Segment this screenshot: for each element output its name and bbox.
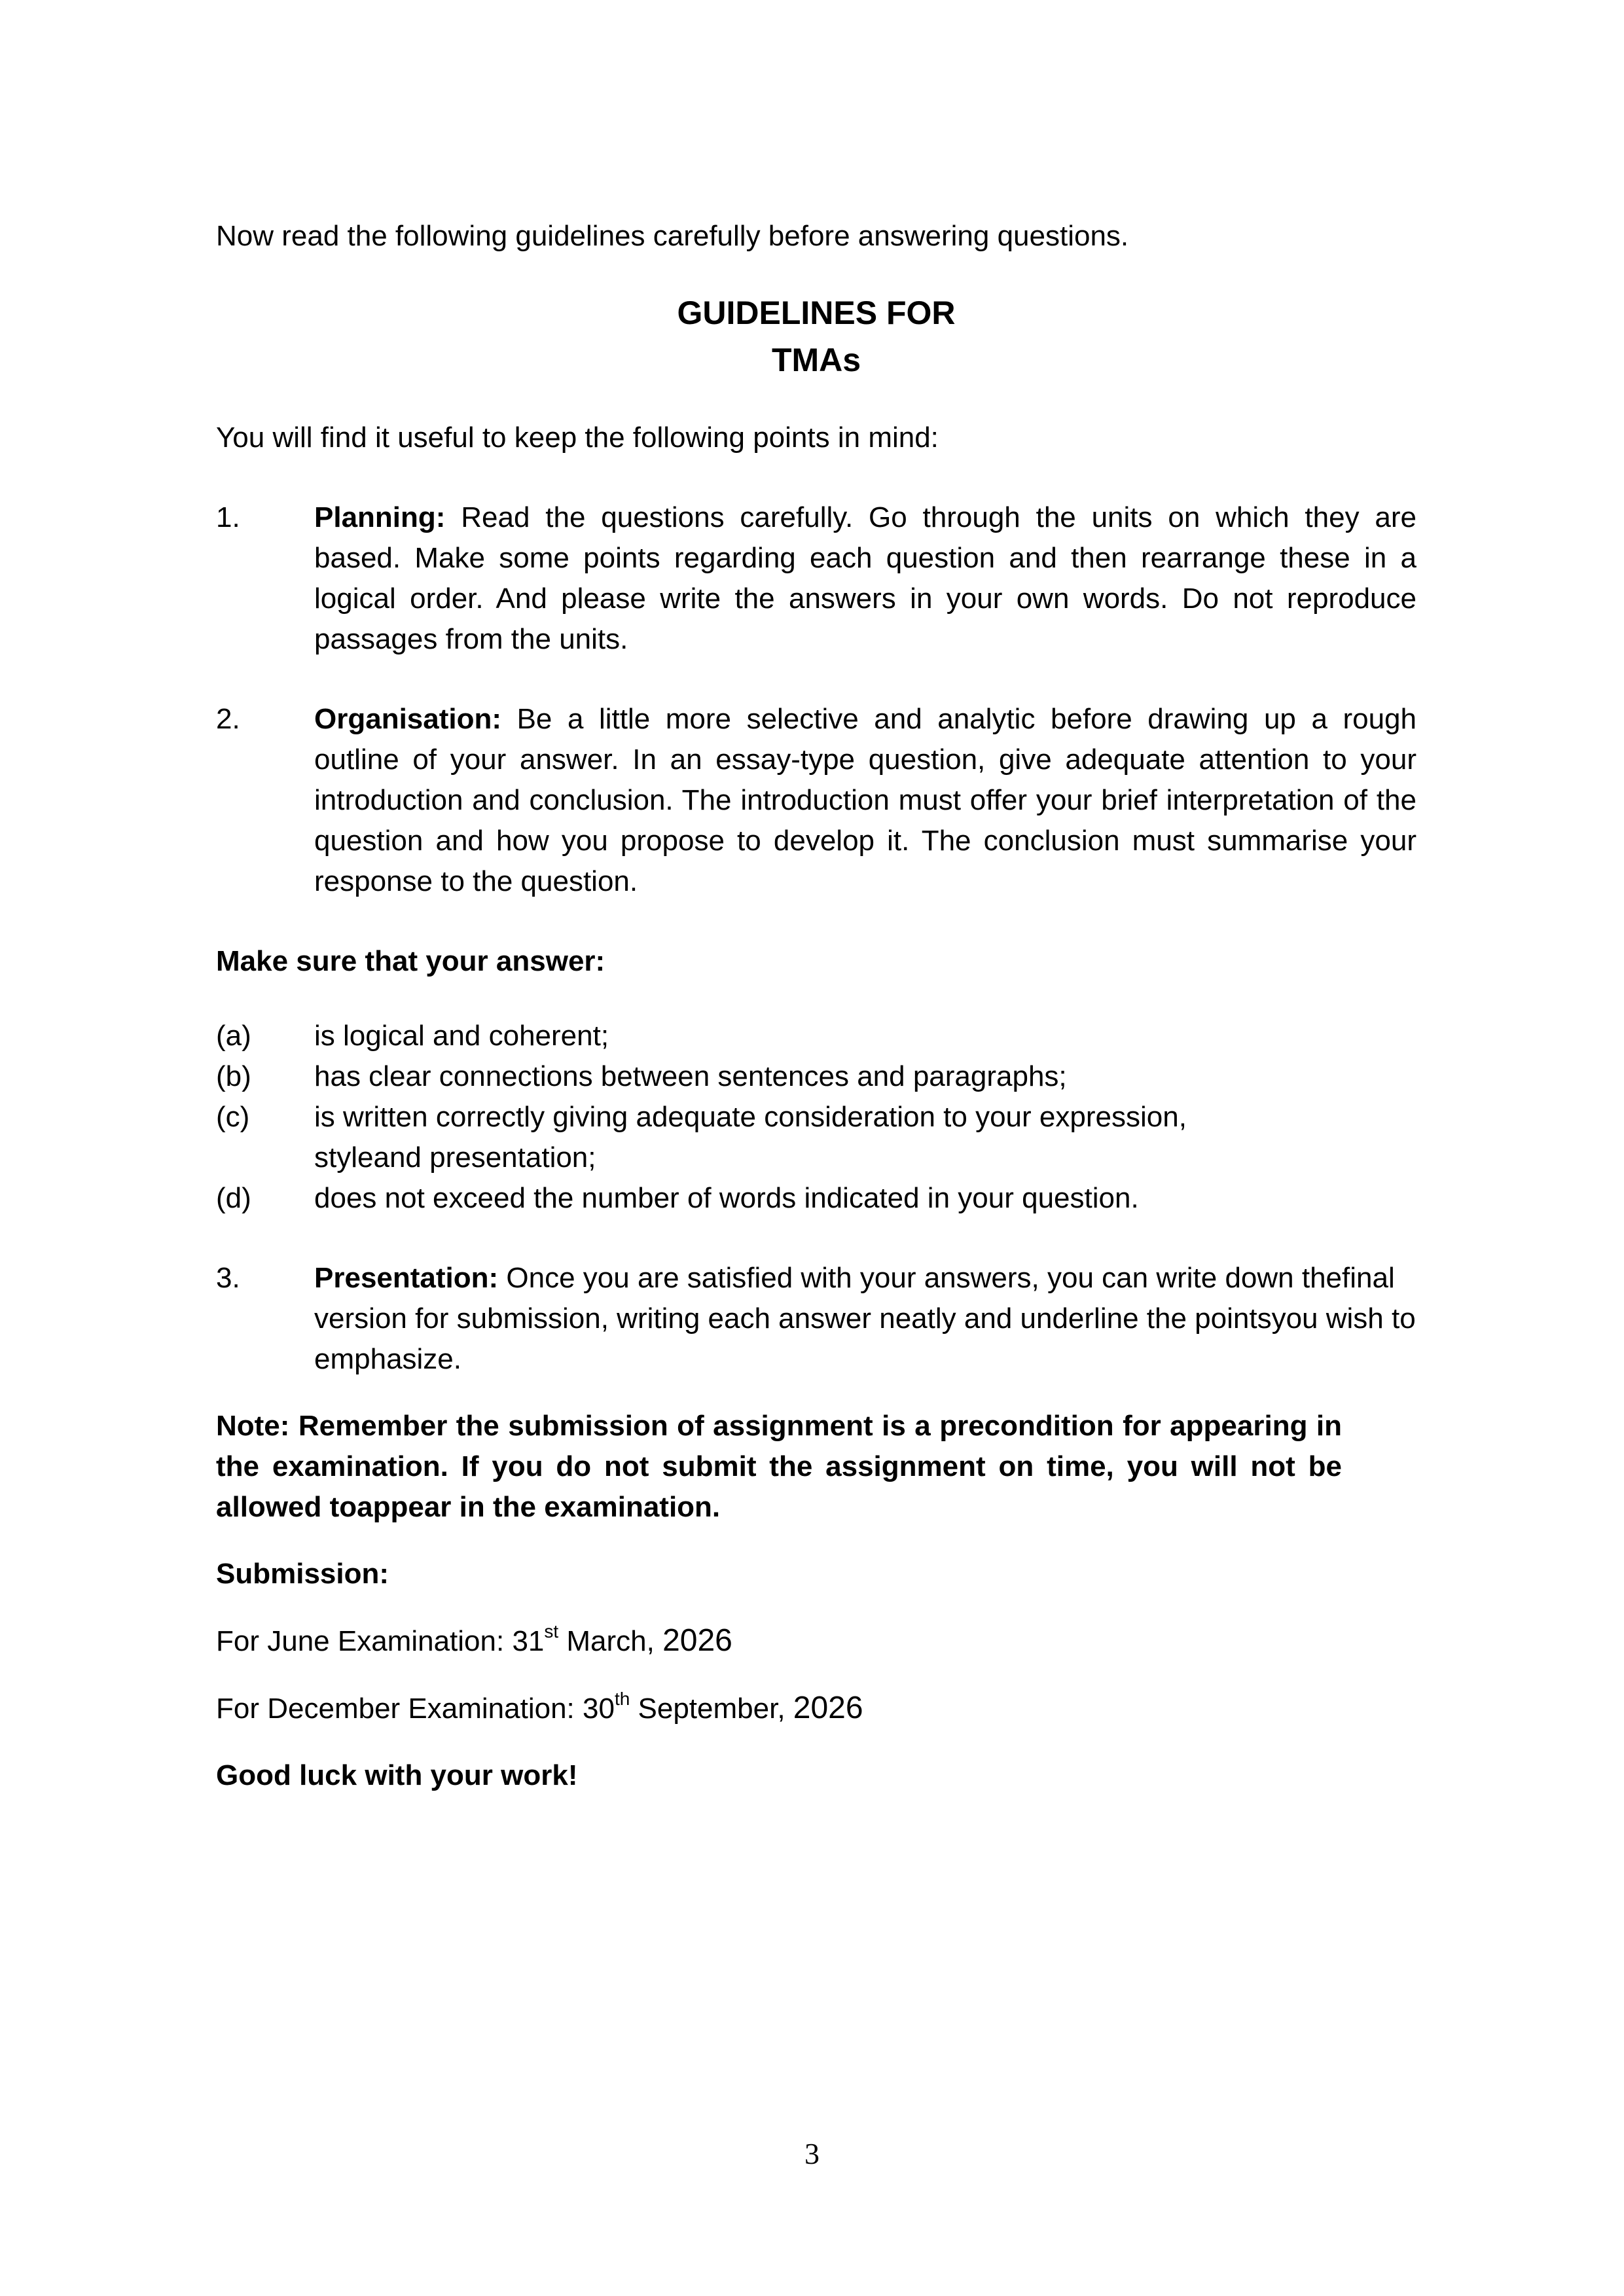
point-heading: Organisation: [314, 703, 502, 735]
ordinal-suffix: st [544, 1621, 559, 1641]
list-item-key: (a) [216, 1020, 251, 1052]
list-item [216, 1016, 1416, 1056]
submission-note: Note: Remember the submission of assignment is a precondition for appearing in the examination. If you do not submit the assignment on time, you will not be allowed toappear in the examination. [216, 1410, 1342, 1523]
list-item [216, 1097, 1416, 1178]
ordinal-suffix: th [614, 1689, 630, 1709]
deadline-year: 2026 [793, 1691, 863, 1725]
point-organisation [216, 699, 1416, 902]
page-number: 3 [804, 2137, 820, 2170]
deadline-label: For December Examination: 30 [216, 1693, 615, 1725]
point-text: Read the questions carefully. Go through the units on which they are based. Make some points regarding each question and then rearrange these in a logical order. And please write the answers in your own words. Do not reproduce passages from the units. [314, 501, 1416, 655]
list-item-text: does not exceed the number of words indicated in your question. [314, 1182, 1139, 1214]
list-item-key: (d) [216, 1182, 251, 1214]
list-item-key: (c) [216, 1101, 250, 1133]
point-body [314, 1258, 1416, 1380]
list-item [216, 1178, 1416, 1219]
point-heading: Planning: [314, 501, 446, 533]
point-text: Be a little more selective and analytic before drawing up a rough outline of your answer. In an essay-type question, give adequate attention to your introduction and conclusion. The introduction must offer your brief interpretation of the question and how you propose to develop it. The conclusion must summarise your response to the question. [314, 703, 1416, 897]
title-line-2: TMAs [771, 342, 861, 378]
point-presentation [216, 1258, 1416, 1380]
page-title [216, 289, 1416, 384]
list-item-text: has clear connections between sentences and paragraphs; [314, 1060, 1067, 1092]
point-heading: Presentation: [314, 1262, 499, 1294]
lead-text: You will find it useful to keep the following points in mind: [216, 422, 939, 454]
document-page [216, 216, 1416, 1796]
deadline-month: March, [558, 1625, 663, 1657]
make-sure-heading: Make sure that your answer: [216, 945, 605, 977]
list-item-text: is written correctly giving adequate consideration to your expression, styleand presentation; [314, 1101, 1187, 1174]
point-number: 2. [216, 703, 240, 735]
point-planning [216, 497, 1416, 660]
answer-checklist [216, 1016, 1416, 1219]
point-number: 1. [216, 501, 240, 533]
list-item [216, 1056, 1416, 1097]
point-body [314, 497, 1416, 660]
intro-text: Now read the following guidelines carefully before answering questions. [216, 220, 1129, 252]
title-line-1: GUIDELINES FOR [677, 295, 956, 331]
submission-heading: Submission: [216, 1558, 389, 1590]
june-deadline [216, 1621, 1416, 1662]
point-body [314, 699, 1416, 902]
point-number: 3. [216, 1262, 240, 1294]
deadline-month: September, [630, 1693, 793, 1725]
list-item-text: is logical and coherent; [314, 1020, 609, 1052]
december-deadline [216, 1688, 1416, 1729]
list-item-key: (b) [216, 1060, 251, 1092]
point-text: Once you are satisfied with your answers, you can write down thefinal version for submission, writing each answer neatly and underline the pointsyou wish to emphasize. [314, 1262, 1416, 1375]
deadline-label: For June Examination: 31 [216, 1625, 545, 1657]
deadline-year: 2026 [662, 1623, 732, 1658]
good-luck-text: Good luck with your work! [216, 1759, 578, 1791]
